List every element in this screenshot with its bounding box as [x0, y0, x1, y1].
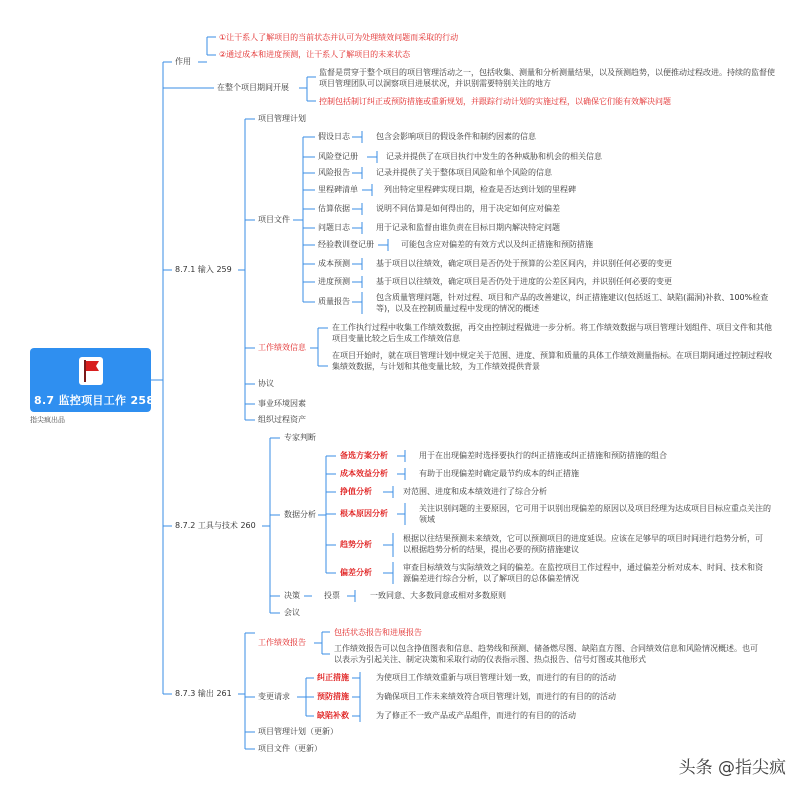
input-eef[interactable]: 事业环境因素 — [258, 399, 306, 408]
doc-desc: 列出特定里程碑实现日期，检查是否达到计划的里程碑 — [384, 185, 576, 194]
change-name[interactable]: 缺陷补救 — [317, 711, 349, 720]
analysis-name[interactable]: 成本效益分析 — [340, 469, 388, 478]
watermark: 头条 @指尖疯 — [678, 758, 786, 778]
purpose-item-1: ①让干系人了解项目的当前状态并认可为处理绩效问题而采取的行动 — [219, 33, 459, 42]
doc-name[interactable]: 进度预测 — [318, 277, 350, 286]
doc-name[interactable]: 估算依据 — [318, 204, 350, 213]
doc-name[interactable]: 里程碑清单 — [318, 185, 358, 194]
analysis-desc: 有助于出现偏差时确定最节约成本的纠正措施 — [419, 469, 579, 478]
throughout-desc-1: 监督是贯穿于整个项目的项目管理活动之一，包括收集、测量和分析测量结果，以及预测趋势，以便推动过程改进。持续的监督使项目管理团队可以洞察项目进展状况，并识别需要特别关注的地方 — [319, 68, 775, 88]
output-plan-update[interactable]: 项目管理计划（更新） — [258, 727, 338, 736]
tools-expert[interactable]: 专家判断 — [284, 433, 316, 442]
doc-name[interactable]: 风险登记册 — [318, 152, 358, 161]
doc-desc: 可能包含应对偏差的有效方式以及纠正措施和预防措施 — [401, 240, 593, 249]
output-docs-update[interactable]: 项目文件（更新） — [258, 744, 322, 753]
input-label[interactable]: 8.7.1 输入 259 — [175, 265, 232, 274]
output-change-label[interactable]: 变更请求 — [258, 692, 290, 701]
change-desc: 为了修正不一致产品或产品组件，而进行的有目的的活动 — [376, 711, 576, 720]
analysis-name[interactable]: 备选方案分析 — [340, 451, 388, 460]
work-perf-label[interactable]: 工作绩效信息 — [258, 343, 306, 352]
doc-name[interactable]: 风险报告 — [318, 168, 350, 177]
analysis-name[interactable]: 趋势分析 — [340, 540, 372, 549]
analysis-desc: 审查目标绩效与实际绩效之间的偏差。在监控项目工作过程中，通过偏差分析对成本、时间、技术和资源偏差进行综合分析，以了解项目的总体偏差情况 — [403, 563, 763, 583]
output-report-label[interactable]: 工作绩效报告 — [258, 638, 306, 647]
tools-vote-desc: 一致同意、大多数同意或相对多数原则 — [370, 591, 506, 600]
change-name[interactable]: 预防措施 — [317, 692, 349, 701]
work-perf-desc-2: 在项目开始时，就在项目管理计划中规定关于范围、进度、预算和质量的具体工作绩效测量指标。在项目期间通过控制过程收集绩效数据，与计划和其他变量比较，为工作绩效提供背景 — [332, 351, 772, 371]
change-desc: 为使项目工作绩效重新与项目管理计划一致，而进行的有目的的活动 — [376, 673, 616, 682]
doc-desc: 基于项目以往绩效，确定项目是否仍处于进度的公差区间内，并识别任何必要的变更 — [376, 277, 672, 286]
analysis-desc: 用于在出现偏差时选择要执行的纠正措施或纠正措施和预防措施的组合 — [419, 451, 667, 460]
change-desc: 为确保项目工作未来绩效符合项目管理计划，而进行的有目的的活动 — [376, 692, 616, 701]
analysis-desc: 对范围、进度和成本绩效进行了综合分析 — [403, 487, 547, 496]
tools-decision-label[interactable]: 决策 — [284, 591, 300, 600]
purpose-label[interactable]: 作用 — [175, 57, 191, 66]
doc-desc: 记录并提供了关于整体项目风险和单个风险的信息 — [376, 168, 552, 177]
tools-label[interactable]: 8.7.2 工具与技术 260 — [175, 521, 256, 530]
throughout-desc-2: 控制包括制订纠正或预防措施或重新规划，并跟踪行动计划的实施过程，以确保它们能有效解决问题 — [319, 97, 671, 106]
doc-name[interactable]: 成本预测 — [318, 259, 350, 268]
tools-vote-label[interactable]: 投票 — [324, 591, 340, 600]
output-report-desc: 工作绩效报告可以包含挣值图表和信息、趋势线和预测、储备燃尽图、缺陷直方图、合同绩效信息和风险情况概述。也可以表示为引起关注、制定决策和采取行动的仪表指示图、热点报告、信号灯图或其他形式 — [334, 644, 758, 664]
analysis-name[interactable]: 根本原因分析 — [340, 509, 388, 518]
doc-name[interactable]: 质量报告 — [318, 297, 350, 306]
tools-meeting[interactable]: 会议 — [284, 608, 300, 617]
tools-analysis-label[interactable]: 数据分析 — [284, 510, 316, 519]
doc-desc: 用于记录和监督由谁负责在目标日期内解决特定问题 — [376, 223, 560, 232]
analysis-name[interactable]: 挣值分析 — [340, 487, 372, 496]
flag-icon — [77, 355, 105, 387]
throughout-label[interactable]: 在整个项目期间开展 — [217, 83, 289, 92]
doc-desc: 基于项目以往绩效，确定项目是否仍处于预算的公差区间内，并识别任何必要的变更 — [376, 259, 672, 268]
work-perf-desc-1: 在工作执行过程中收集工作绩效数据，再交由控制过程做进一步分析。将工作绩效数据与项目管理计划组件、项目文件和其他项目变量比较之后生成工作绩效信息 — [332, 323, 772, 343]
root-title: 8.7 监控项目工作 258 — [34, 394, 155, 407]
input-opa[interactable]: 组织过程资产 — [258, 415, 306, 424]
root-caption: 指尖疯出品 — [30, 416, 65, 424]
output-label[interactable]: 8.7.3 输出 261 — [175, 689, 232, 698]
doc-desc: 说明不同估算是如何得出的，用于决定如何应对偏差 — [376, 204, 560, 213]
doc-desc: 包含质量管理问题，针对过程、项目和产品的改善建议，纠正措施建议(包括返工、缺陷(漏洞)补救、100%检查等)，以及在控制质量过程中发现的情况的概述 — [376, 293, 769, 313]
change-name[interactable]: 纠正措施 — [317, 673, 349, 682]
output-report-sub: 包括状态报告和进展报告 — [334, 628, 422, 637]
doc-desc: 包含会影响项目的假设条件和制约因素的信息 — [376, 132, 536, 141]
doc-name[interactable]: 问题日志 — [318, 223, 350, 232]
analysis-name[interactable]: 偏差分析 — [340, 568, 372, 577]
input-agreements[interactable]: 协议 — [258, 379, 274, 388]
analysis-desc: 关注识别问题的主要原因，它可用于识别出现偏差的原因以及项目经理为达成项目目标应重点关注的领域 — [419, 504, 771, 524]
analysis-desc: 根据以往结果预测未来绩效，它可以预测项目的进度延误。应该在足够早的项目时间进行趋势分析，可以根据趋势分析的结果，提出必要的预防措施建议 — [403, 534, 763, 554]
purpose-item-2: ②通过成本和进度预测，让干系人了解项目的未来状态 — [219, 50, 411, 59]
doc-desc: 记录并提供了在项目执行中发生的各种威胁和机会的相关信息 — [386, 152, 602, 161]
input-plan[interactable]: 项目管理计划 — [258, 114, 306, 123]
doc-name[interactable]: 假设日志 — [318, 132, 350, 141]
input-docs-label[interactable]: 项目文件 — [258, 215, 290, 224]
doc-name[interactable]: 经验教训登记册 — [318, 240, 374, 249]
